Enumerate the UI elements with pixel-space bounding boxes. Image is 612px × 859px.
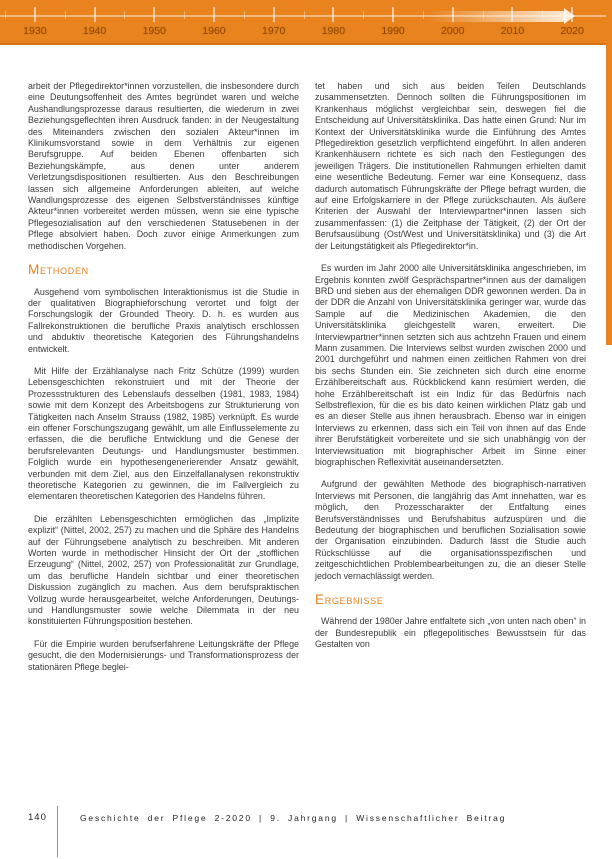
paragraph: Während der 1980er Jahre entfaltete sich „von unten nach oben“ in der Bundesrepublik ein pflegepolitisches Bewusstsein für das Gestalten von [315, 616, 586, 650]
paragraph: Für die Empirie wurden berufserfahrene Leitungskräfte der Pflege gesucht, die den Modernisierungs- und Transformationsprozess der stationären Pflege beglei- [28, 638, 299, 672]
timeline-year-2010 [483, 0, 543, 43]
timeline-year-1990 [363, 0, 423, 43]
footer-divider [57, 806, 58, 857]
section-heading-ergebnisse: ERGEBNISSE [315, 592, 384, 608]
left-column [28, 81, 299, 684]
paragraph: tet haben und sich aus beiden Teilen Deutschlands zusammensetzten. Dennoch sollten die Führungspositionen im Krankenhaus möglichst vergleichbar sein, deswegen fiel die Entscheidung auf Universitätsklinika. Das hatte einen Grund: Nur im Kontext der Universitätsklinika wurde die Einführung des Amtes Pflegedirektion gesetzlich verpflichtend eingeführt. In allen anderen Krankenhäusern richtete es sich nach den Festlegungen des jeweiligen Trägers. Die institutionellen Rahmungen erhielten damit eine wesentliche Bedeutung. Ferner war eine Konsequenz, dass dadurch automatisch Führungskräfte der Pflege befragt wurden, die auf eine Erfolgskarriere in der Pflege zurückschauten. Als äußere Kriterien der Auswahl der Interviewpartner*innen lassen sich zusammenfassen: (1) die Zeitphase der Tätigkeit, (2) der Ort der Berufsausübung (Ost/West und Universitätsklinika) und (3) die Art der Leitungstätigkeit als Pflegedirektor*in. [315, 81, 586, 251]
timeline-year-2020 [542, 0, 602, 43]
paragraph: Mit Hilfe der Erzählanalyse nach Fritz Schütze (1999) wurden Lebensgeschichten rekonstruiert und mit der Theorie der Prozessstrukturen des Lebenslaufs desselben (1981, 1983, 1984) sowie mit dem Konzept des Arbeitsbogens zur Strukturierung von Tätigkeiten nach Anselm Strauss (1982, 1985) verknüpft. Es wurde ein offener Forschungszugang gewählt, um alle Einflusselemente zu erfassen, die die berufliche Entwicklung und die Genese der berufsrelevanten Deutungs- und Handlungsmuster bestimmen. Folglich wurde ein hypothesengenerierender Ansatz gewählt, verbunden mit dem Ziel, aus den Einzelfallanalysen rekonstruktiv theoretische Kategorien zu gewinnen, die im Fallvergleich zu elementaren theoretischen Kategorien des Handelns führen. [28, 365, 299, 502]
timeline-year-1950 [124, 0, 184, 43]
timeline-header [0, 0, 612, 45]
timeline-year-1930 [5, 0, 65, 43]
timeline-year-1940 [65, 0, 125, 43]
paragraph: arbeit der Pflegedirektor*innen vorzustellen, die insbesondere durch eine Deutungsoffenheit des Amtes begründet waren und welche Aushandlungsprozesse daraus resultierten, die wiederum in zwei Beziehungsgeflechten ihren Ausdruck fanden: in der Neugestaltung des Miteinanders zwischen den sozialen Akteur*innen im Klinikumsvorstand sowie in dem Verhältnis zur eigenen Berufsgruppe. Auf beiden Ebenen offenbarten sich Beziehungskämpfe, aus denen unter anderem Verletzungsdispositionen resultierten. Aus den Beschreibungen lassen sich allgemeine Anforderungen ableiten, auf welche Wandlungsprozesse des eigenen Selbstverständnisses künftige Akteur*innen vorbereitet werden müssen, wenn sie eine typische Pflegesozialisation auf den verschiedenen Statusebenen in der Pflege absolviert haben. Doch zuvor einige Anmerkungen zum methodischen Vorgehen. [28, 81, 299, 251]
paragraph: Aufgrund der gewählten Methode des biographisch-narrativen Interviews mit Personen, die langjährig das Amt innehatten, war es möglich, den Prozesscharakter der Entfaltung eines Berufsverständnisses und Berufshabitus aufzuspüren und die Bedeutung der biographischen und beruflichen Sozialisation sowie der Organisation einzubinden. Dadurch lässt die Studie auch Rückschlüsse auf die organisationsspezifischen und zeitgeschichtlichen Problembearbeitungen zu, die an dieser Stelle jedoch vernachlässigt werden. [315, 479, 586, 581]
page-footer [28, 806, 584, 859]
year-label: 1940 [82, 25, 107, 37]
year-label: 2010 [500, 25, 525, 37]
paragraph: Ausgehend vom symbolischen Interaktionismus ist die Studie in der qualitativen Biographieforschung verortet und folgt der Forschungslogik der Grounded Theory. D. h. es wurden aus Fallrekonstruktionen die berufliche Praxis analytisch erschlossen und abduktiv theoretische Kategorien des Führungshandelns entwickelt. [28, 286, 299, 354]
section-heading-methoden: METHODEN [28, 262, 89, 278]
timeline-year-1980 [304, 0, 364, 43]
year-label: 1990 [381, 25, 405, 37]
page-number: 140 [28, 812, 47, 823]
timeline-year-2000 [423, 0, 483, 43]
year-label: 2020 [560, 25, 584, 37]
page-edge-accent [606, 0, 612, 345]
journal-line: Geschichte der Pflege 2-2020 | 9. Jahrgang | Wissenschaftlicher Beitrag [80, 813, 507, 823]
year-label: 1950 [142, 25, 166, 37]
year-label: 1970 [261, 25, 286, 37]
year-label: 2000 [441, 25, 465, 37]
year-label: 1980 [321, 25, 346, 37]
article-body [28, 81, 586, 684]
year-label: 1960 [202, 25, 226, 37]
timeline-years [5, 0, 602, 43]
year-label: 1930 [23, 25, 47, 37]
paragraph: Die erzählten Lebensgeschichten ermöglichen das „Implizite explizit“ (Nittel, 2002, 257) zu machen und die Sphäre des Handelns auf der Führungsebene analytisch zu beschreiben. Mit anderen Worten wurde in methodischer Hinsicht der Ort der „stofflichen Erzeugung“ (Nittel, 2002, 257) von Professionalität zur Grundlage, um das berufliche Handeln sichtbar und einer theoretischen Diskussion zugänglich zu machen. Aus dem berufspraktischen Vollzug wurde herausgearbeitet, welche Anforderungen, Deutungs- und Handlungsmuster sowie welche Dilemmata in der neu konstituierten Führungsposition bestehen. [28, 513, 299, 627]
timeline-year-1960 [184, 0, 244, 43]
paragraph: Es wurden im Jahr 2000 alle Universitätsklinika angeschrieben, im Ergebnis konnten zwölf Gesprächspartner*innen aus der damaligen BRD und sieben aus der ehemaligen DDR gewonnen werden. Da in der DDR die Anzahl von Universitätsklinika geringer war, wurde das Sample auf die Medizinischen Akademien, die den Universitätsklinika gleichgestellt waren, erweitert. Die Interviewpartner*innen setzten sich aus achtzehn Frauen und einem Mann zusammen. Die Interviews selbst wurden zwischen 2000 und 2001 durchgeführt und nahmen einen zeitlichen Rahmen von drei bis sechs Stunden ein. Sie zeichneten sich durch eine enorme Erzählbereitschaft aus. Rückblickend kann resümiert werden, die hohe Erzählbereitschaft ist ein Indiz für das Bedürfnis nach Selbstreflexion, für die es bis dato keinen wirklichen Platz gab und es an dieser Stelle aus ihnen herausbrach. Ebenso war in einigen Interviews zu erkennen, dass sich ein Teil von ihnen auf das Ende ihrer Berufstätigkeit vorbereitete und sie sich unabhängig von der Interviewsituation mit biographischer Arbeit im Sinne einer biographischen Reflexivität auseinandersetzten. [315, 263, 586, 467]
timeline-year-1970 [244, 0, 304, 43]
right-column [315, 81, 586, 684]
